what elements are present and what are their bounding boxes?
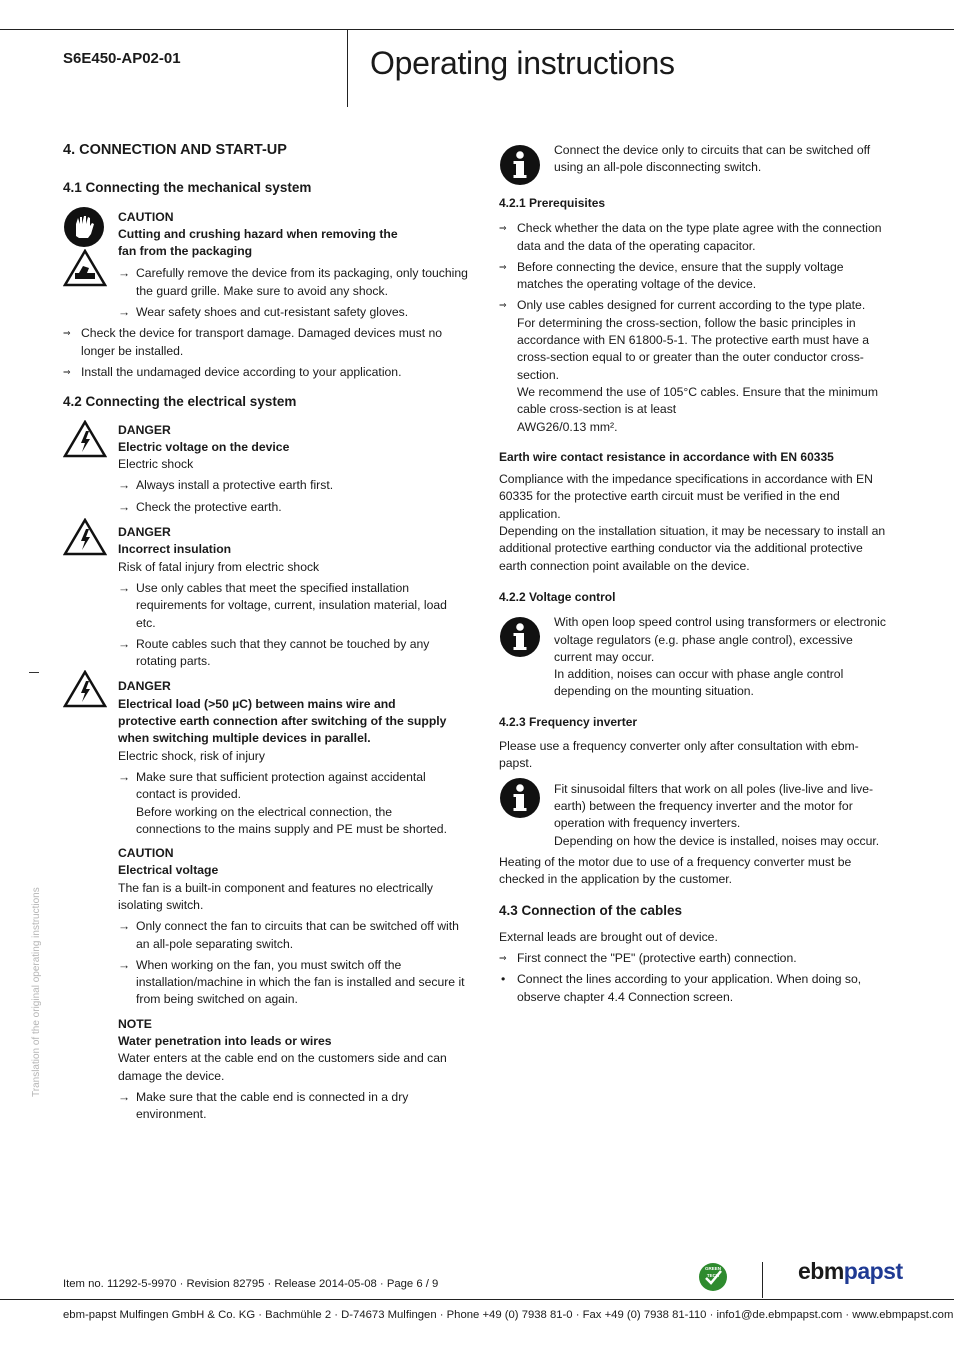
ebmpapst-logo: ebmpapst [798,1258,903,1284]
danger-block-1 [63,420,468,516]
list-item: ⇒ Install the undamaged device according to your application. [63,364,468,381]
instruction-item: → Make sure that the cable end is connected in a dry environment. [118,1089,418,1124]
arrow-bullet-icon: ⇒ [499,952,507,963]
instruction-item: → Carefully remove the device from its packaging, only touching the guard grille. Make sure to avoid any shock. [118,265,468,300]
list-item: • Connect the lines according to your application. When doing so, observe chapter 4.4 Connection screen. [499,971,891,1006]
arrow-bullet-icon: ⇒ [499,300,507,311]
info-icon [499,616,541,663]
high-voltage-icon [63,420,107,463]
arrow-bullet-icon: ⇒ [63,328,71,339]
paragraph: External leads are brought out of device. [499,929,718,944]
paragraph: Heating of the motor due to use of a frequency converter must be checked in the application by the customer. [499,854,852,887]
instruction-item: → Make sure that sufficient protection against accidental contact is provided. Before working on the electrical connection, the connections to the mains supply and PE must be shorted. [118,769,468,838]
crush-hazard-icon [63,249,107,292]
danger-text: Electric shock, risk of injury [118,748,265,763]
footer-rule [0,1299,954,1300]
page-title: Operating instructions [370,45,675,81]
info-text: Connect the device only to circuits that can be switched off using an all-pole disconnecting switch. [554,143,871,175]
caution-title: Electrical voltage [118,863,219,878]
danger-label: DANGER [118,525,171,540]
header-divider [347,29,348,107]
subsection-heading-422: 4.2.2 Voltage control [499,589,616,604]
info-block-voltage: With open loop speed control using transformers or electronic voltage regulators (e.g. phase angle control), excessive current may occur. In addition, noises can occur with phase angle control depending on the mounting situation. [499,614,891,700]
side-note: Translation of the original operating instructions [31,887,42,1097]
section-heading: 4. CONNECTION AND START-UP [63,142,287,158]
caution-text: The fan is a built-in component and features no electrically isolating switch. [118,880,434,912]
list-item: ⇒ First connect the "PE" (protective earth) connection. [499,950,891,967]
danger-text: Electric shock [118,457,194,472]
subsection-heading-423: 4.2.3 Frequency inverter [499,714,638,729]
company-info: ebm-papst Mulfingen GmbH & Co. KG · Bachmühle 2 · D-74673 Mulfingen · Phone +49 (0) 7938 81-0 · Fax +49 (0) 7938 81-110 · info1@de.ebmpapst.com · www.ebmpapst.com [63,1309,954,1321]
caution-label: CAUTION [118,209,174,224]
arrow-bullet-icon: ⇒ [63,366,71,377]
arrow-bullet-icon: ⇒ [499,261,507,272]
instruction-item: → Route cables such that they cannot be touched by any rotating parts. [118,636,438,671]
header-rule [0,29,954,30]
danger-title: Electric voltage on the device [118,439,290,454]
footer-divider [762,1262,763,1298]
badge-top-text: GREEN [704,1266,721,1271]
subsection-heading-43: 4.3 Connection of the cables [499,903,683,919]
instruction-item: → Only connect the fan to circuits that can be switched off with an all-pole separating switch. [118,918,468,953]
high-voltage-icon [63,670,107,713]
info-block-switch [499,142,891,186]
list-item: ⇒ Before connecting the device, ensure that the supply voltage matches the operating voltage of the device. [499,259,844,292]
info-icon [499,144,541,191]
subsection-heading-421: 4.2.1 Prerequisites [499,196,606,210]
note-label: NOTE [118,1016,152,1031]
margin-mark [29,672,39,673]
paragraph: Compliance with the impedance specifications in accordance with EN 60335 for the protective earth circuit must be verified in the end application. [499,472,873,521]
badge-bottom-text: TECH [706,1273,720,1278]
list-item: ⇒ Check whether the data on the type plate agree with the connection data and the data of the operating capacitor. [499,221,882,253]
right-column [499,142,891,1006]
arrow-bullet-icon: ⇒ [499,223,507,234]
subsection-heading-41: 4.1 Connecting the mechanical system [63,180,312,196]
caution-block-mechanical [63,206,468,322]
caution-label: CAUTION [118,846,174,861]
danger-text: Risk of fatal injury from electric shock [118,559,320,574]
high-voltage-icon [63,518,107,561]
greentech-badge [698,1262,728,1297]
paragraph: Please use a frequency converter only after consultation with ebm-papst. [499,739,859,771]
subsection-heading-42: 4.2 Connecting the electrical system [63,394,297,410]
note-text: Water enters at the cable end on the customers side and can damage the device. [118,1051,447,1083]
instruction-item: → Use only cables that meet the specified installation requirements for voltage, current, insulation material, load etc. [118,580,468,632]
danger-label: DANGER [118,679,171,694]
instruction-item: → Check the protective earth. [118,499,468,516]
left-column [63,142,468,1124]
item-info: Item no. 11292-5-9970 · Revision 82795 · Release 2014-05-08 · Page 6 / 9 [63,1278,439,1290]
gloves-icon [63,206,105,253]
list-item: ⇒ Only use cables designed for current according to the type plate. For determining the cross-section, follow the basic principles in accordance with EN 61800-5-1. The protective earth must have a cross-section equal to or greater than the outer conductor cross-section. We recommend the use of 105°C cables. Ensure that the minimum cable cross-section is at least AWG26/0.13 mm². [499,298,878,434]
note-title: Water penetration into leads or wires [118,1034,332,1049]
caution-title: Cutting and crushing hazard when removing the fan from the packaging [118,226,398,259]
danger-title: Electrical load (>50 µC) between mains wire and protective earth connection after switching of the supply when switching multiple devices in parallel. [118,696,447,746]
info-icon [499,777,541,824]
info-block-frequency: Fit sinusoidal filters that work on all poles (live-live and live-earth) between the frequency inverter and the motor for operation with frequency inverters. Depending on how the device is installed, noises may occur. [499,781,891,850]
instruction-item: → Wear safety shoes and cut-resistant safety gloves. [118,304,468,321]
earth-heading: Earth wire contact resistance in accordance with EN 60335 [499,449,834,464]
instruction-item: → Always install a protective earth first. [118,477,468,494]
list-item: ⇒ Check the device for transport damage. Damaged devices must no longer be installed. [63,326,443,358]
danger-label: DANGER [118,422,171,437]
instruction-item: → When working on the fan, you must switch off the installation/machine in which the fan is installed and secure it from being switched on again. [118,957,468,1009]
paragraph: Depending on the installation situation, it may be necessary to install an additional protective earthing conductor via the additional protective earth connection point available on the device. [499,524,886,573]
danger-block-3 [63,678,468,1123]
danger-title: Incorrect insulation [118,542,232,557]
model-number: S6E450-AP02-01 [63,50,181,67]
danger-block-2 [63,524,468,670]
